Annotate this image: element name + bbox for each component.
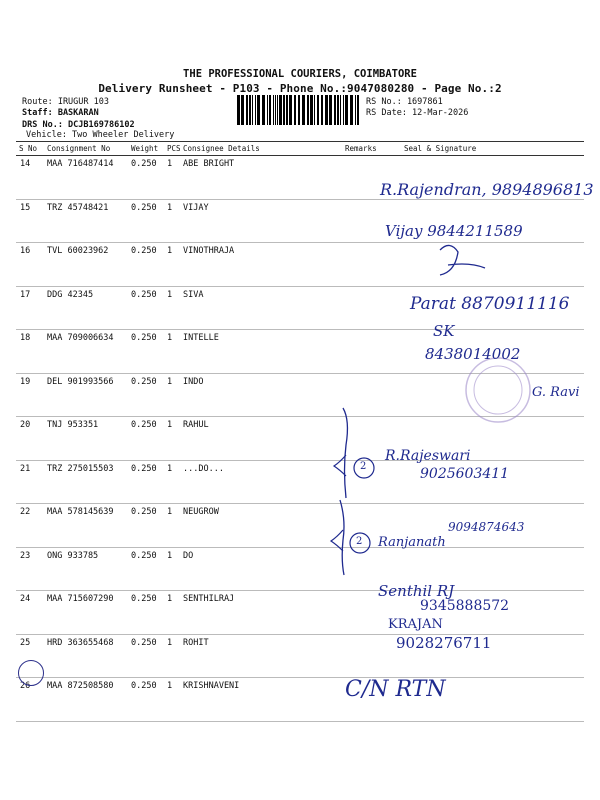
signature-row-25-name: KRAJAN (388, 617, 443, 632)
cell-sno: 14 (16, 156, 44, 200)
mark-row-21: 2 (360, 461, 367, 472)
cell-weight: 0.250 (128, 460, 164, 504)
cell-weight: 0.250 (128, 417, 164, 461)
drs-number: DRS No.: DCJB169786102 (22, 120, 135, 130)
cell-sno: 15 (16, 199, 44, 243)
cell-weight: 0.250 (128, 243, 164, 287)
signature-row-24-phone: 9345888572 (420, 598, 510, 614)
cell-consignment: TRZ 275015503 (44, 460, 128, 504)
signature-row-25-phone: 9028276711 (396, 634, 492, 652)
cell-consignee: RAHUL (180, 417, 342, 461)
cell-consignment: DDG 42345 (44, 286, 128, 330)
cell-weight: 0.250 (128, 373, 164, 417)
cell-consignee: VIJAY (180, 199, 342, 243)
cell-sno: 26 (16, 678, 44, 722)
cell-consignee: INDO (180, 373, 342, 417)
cell-sno: 23 (16, 547, 44, 591)
signature-row-14: R.Rajendran, 9894896813 (380, 180, 594, 199)
mark-row-23: 2 (356, 536, 363, 547)
signature-row-15: Vijay 9844211589 (385, 222, 523, 240)
signature-row-19: G. Ravi (532, 385, 580, 400)
cell-consignee: DO (180, 547, 342, 591)
cell-consignee: ...DO... (180, 460, 342, 504)
cell-weight: 0.250 (128, 156, 164, 200)
cell-remarks (342, 373, 384, 417)
cell-sno: 22 (16, 504, 44, 548)
rs-number: RS No.: 1697861 (366, 97, 443, 107)
signature-row-21-phone: 9025603411 (420, 466, 510, 482)
col-consignment: Consignment No (44, 142, 128, 156)
cell-weight: 0.250 (128, 591, 164, 635)
table-row (16, 634, 584, 678)
cell-pcs: 1 (164, 634, 180, 678)
col-sno: S No (16, 142, 44, 156)
cell-consignee: NEUGROW (180, 504, 342, 548)
cell-consignment: MAA 709006634 (44, 330, 128, 374)
cell-sno: 17 (16, 286, 44, 330)
table-row (16, 678, 584, 722)
company-title: THE PROFESSIONAL COURIERS, COIMBATORE (183, 68, 417, 80)
cell-sno: 18 (16, 330, 44, 374)
cell-weight: 0.250 (128, 330, 164, 374)
signature-row-18-phone: 8438014002 (425, 345, 521, 363)
table-row (16, 547, 584, 591)
cell-sno: 24 (16, 591, 44, 635)
cell-consignment: MAA 872508580 (44, 678, 128, 722)
table-header-row (16, 142, 584, 156)
cell-pcs: 1 (164, 417, 180, 461)
barcode (237, 95, 362, 125)
signature-row-17: Parat 8870911116 (410, 294, 570, 314)
staff-label: Staff: BASKARAN (22, 108, 99, 118)
signature-row-21-name: R.Rajeswari (385, 448, 471, 464)
cell-pcs: 1 (164, 504, 180, 548)
cell-pcs: 1 (164, 460, 180, 504)
cell-pcs: 1 (164, 286, 180, 330)
cell-consignment: MAA 716487414 (44, 156, 128, 200)
signature-row-23-phone: 9094874643 (448, 520, 525, 534)
cell-pcs: 1 (164, 678, 180, 722)
cell-pcs: 1 (164, 330, 180, 374)
vehicle-label: Vehicle: Two Wheeler Delivery (26, 130, 175, 140)
cell-remarks (342, 634, 384, 678)
cell-pcs: 1 (164, 373, 180, 417)
cell-remarks (342, 199, 384, 243)
col-consignee: Consignee Details (180, 142, 342, 156)
note-row-26: C/N RTN (345, 677, 446, 702)
col-pcs: PCS (164, 142, 180, 156)
col-seal-signature: Seal & Signature (384, 142, 584, 156)
cell-pcs: 1 (164, 547, 180, 591)
cell-remarks (342, 417, 384, 461)
table-row (16, 243, 584, 287)
signature-row-18-name: SK (433, 322, 455, 340)
table-row (16, 373, 584, 417)
cell-consignment: ONG 933785 (44, 547, 128, 591)
cell-consignee: ROHIT (180, 634, 342, 678)
cell-consignee: VINOTHRAJA (180, 243, 342, 287)
cell-consignment: TNJ 953351 (44, 417, 128, 461)
cell-weight: 0.250 (128, 634, 164, 678)
cell-consignment: TVL 60023962 (44, 243, 128, 287)
signature-row-23-name: Ranjanath (378, 535, 446, 550)
rs-date: RS Date: 12-Mar-2026 (366, 108, 469, 118)
cell-consignee: KRISHNAVENI (180, 678, 342, 722)
cell-sno: 21 (16, 460, 44, 504)
cell-weight: 0.250 (128, 504, 164, 548)
table-row (16, 417, 584, 461)
col-remarks: Remarks (342, 142, 384, 156)
cell-consignment: MAA 715607290 (44, 591, 128, 635)
cell-consignment: MAA 578145639 (44, 504, 128, 548)
cell-consignment: DEL 901993566 (44, 373, 128, 417)
col-weight: Weight (128, 142, 164, 156)
cell-weight: 0.250 (128, 199, 164, 243)
runsheet-title: Delivery Runsheet - P103 - Phone No.:9047080280 - Page No.:2 (98, 82, 502, 95)
cell-remarks (342, 286, 384, 330)
cell-weight: 0.250 (128, 286, 164, 330)
cell-pcs: 1 (164, 243, 180, 287)
signature-row-24-name: Senthil RJ (378, 582, 455, 600)
cell-consignee: SENTHILRAJ (180, 591, 342, 635)
cell-weight: 0.250 (128, 547, 164, 591)
cell-pcs: 1 (164, 156, 180, 200)
cell-sno: 20 (16, 417, 44, 461)
cell-consignment: TRZ 45748421 (44, 199, 128, 243)
cell-consignee: ABE BRIGHT (180, 156, 342, 200)
cell-consignee: INTELLE (180, 330, 342, 374)
cell-pcs: 1 (164, 591, 180, 635)
cell-remarks (342, 156, 384, 200)
cell-consignment: HRD 363655468 (44, 634, 128, 678)
cell-remarks (342, 243, 384, 287)
cell-signature (384, 243, 584, 287)
cell-weight: 0.250 (128, 678, 164, 722)
route-label: Route: IRUGUR 103 (22, 97, 109, 107)
cell-sno: 16 (16, 243, 44, 287)
cell-sno: 25 (16, 634, 44, 678)
row-26-circle-mark (18, 660, 44, 686)
cell-remarks (342, 330, 384, 374)
cell-consignee: SIVA (180, 286, 342, 330)
cell-sno: 19 (16, 373, 44, 417)
cell-pcs: 1 (164, 199, 180, 243)
